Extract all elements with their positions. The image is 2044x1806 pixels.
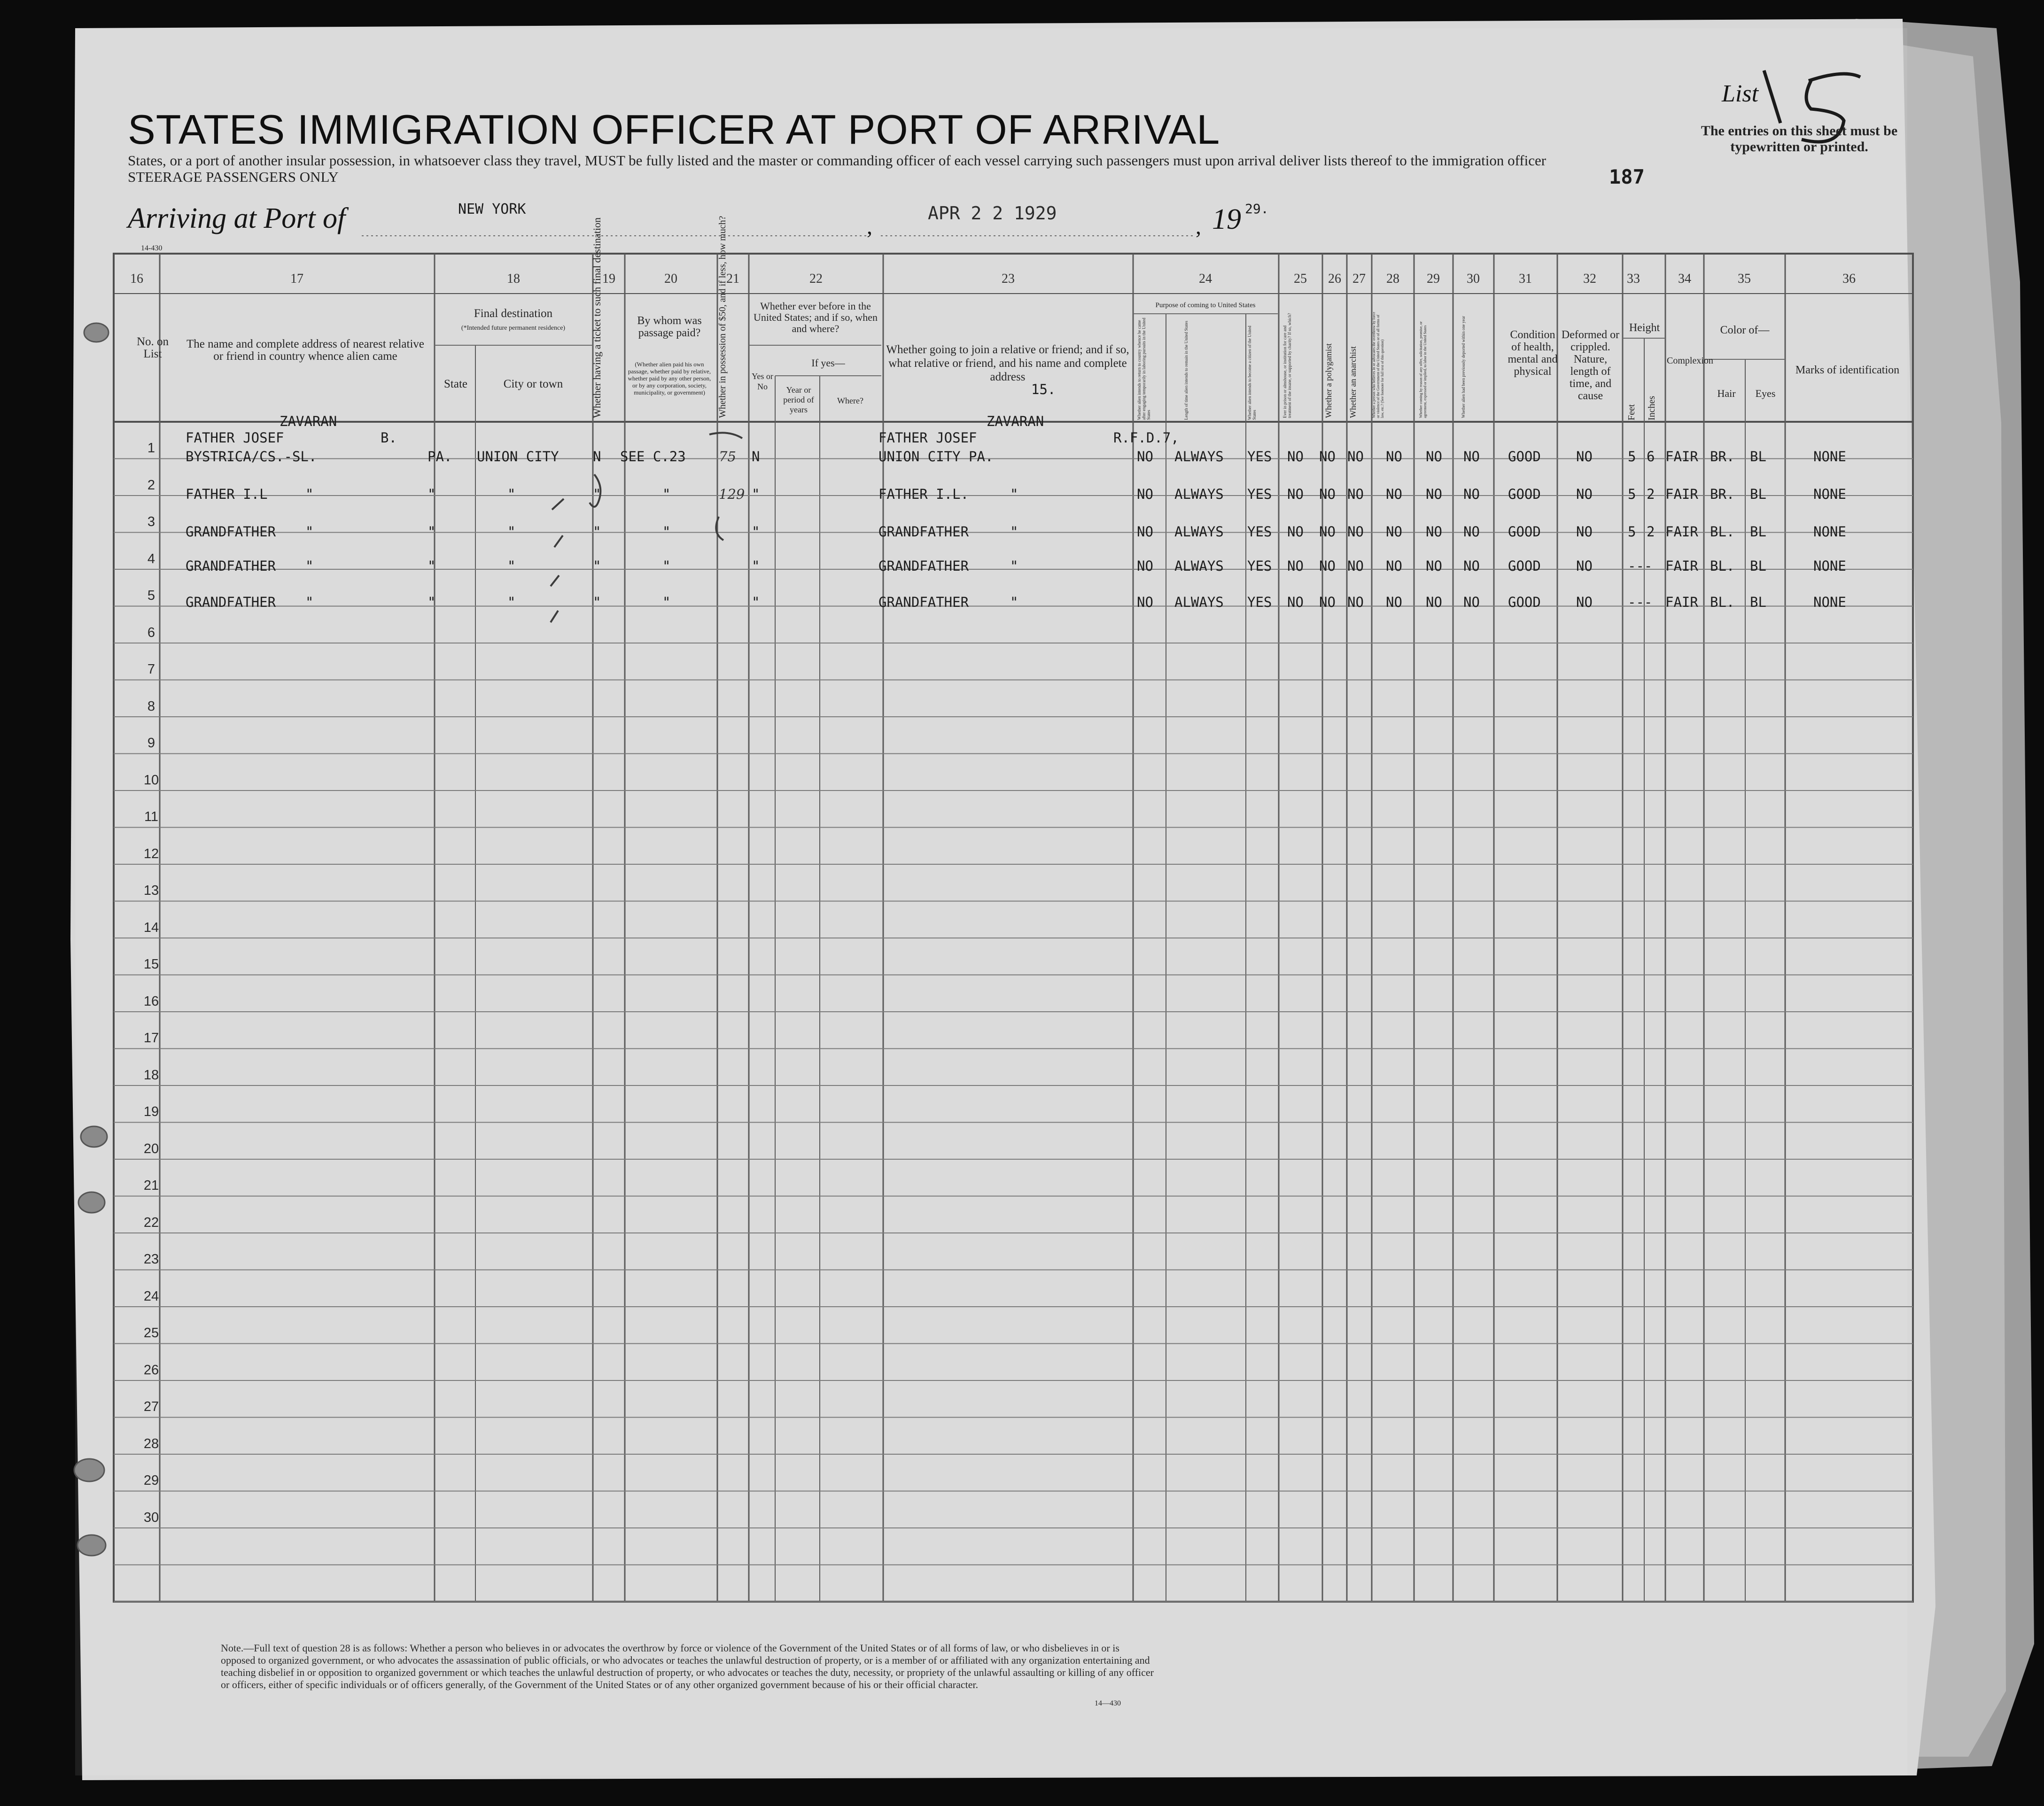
hair-color: BR. — [1710, 449, 1735, 465]
joining-relative-surname: ZAVARAN — [987, 413, 1044, 429]
destination-state: " — [427, 524, 436, 540]
health-condition: GOOD — [1508, 524, 1541, 540]
sheet-number: 187 — [1609, 165, 1645, 188]
header-length-stay: Length of time alien intends to remain in the United States — [1184, 321, 1189, 420]
column-number: 30 — [1467, 271, 1480, 286]
header-final-destination-note: (*Intended future permanent residence) — [461, 325, 566, 332]
ditto-mark: " — [305, 594, 314, 610]
column-number: 32 — [1583, 271, 1596, 286]
polygamist-answer: NO — [1319, 449, 1336, 465]
deformed-answer: NO — [1576, 558, 1593, 574]
ticket-value: " — [593, 524, 601, 540]
paper-shading — [75, 28, 1907, 1775]
header-color-of: Color of— — [1720, 324, 1770, 336]
labor-offer-answer: NO — [1426, 524, 1442, 540]
height-feet: 5 — [1628, 524, 1636, 540]
comma-1: , — [867, 214, 872, 239]
joining-relative-name: FATHER I.L. — [878, 486, 969, 502]
labor-offer-answer: NO — [1426, 594, 1442, 610]
row-number: 1 — [147, 441, 155, 456]
ditto-mark: " — [305, 524, 314, 540]
column-number: 33 — [1627, 271, 1640, 286]
row-number: 21 — [143, 1178, 159, 1193]
header-marks: Marks of identification — [1795, 364, 1900, 376]
deported-answer: NO — [1463, 449, 1480, 465]
return-intent: NO — [1137, 449, 1153, 465]
joining-relative-rfd: R.F.D.7, — [1113, 430, 1179, 446]
ever-before: " — [752, 524, 760, 540]
column-number: 28 — [1386, 271, 1399, 286]
identification-marks: NONE — [1813, 449, 1846, 465]
health-condition: GOOD — [1508, 558, 1541, 574]
hair-color: BR. — [1710, 486, 1735, 502]
row-number: 9 — [147, 736, 155, 751]
ever-before: " — [752, 558, 760, 574]
typewritten-note: The entries on this sheet must be typewritten or printed. — [1701, 123, 1898, 155]
header-feet: Feet — [1626, 404, 1637, 420]
header-deported: Whether alien had been previously deported within one year — [1461, 316, 1466, 418]
column-number: 25 — [1294, 271, 1307, 286]
column-number: 27 — [1352, 271, 1366, 286]
header-height: Height — [1629, 322, 1660, 334]
length-of-stay: ALWAYS — [1174, 486, 1224, 502]
ever-before: N — [752, 449, 760, 465]
row-number: 26 — [143, 1362, 159, 1378]
header-anarchist: Whether an anarchist — [1348, 346, 1358, 418]
polygamist-answer: NO — [1319, 558, 1336, 574]
row-number: 14 — [143, 920, 159, 935]
ditto-mark: " — [305, 558, 314, 574]
column-number: 35 — [1738, 271, 1751, 286]
deformed-answer: NO — [1576, 594, 1593, 610]
row-number: 23 — [143, 1252, 159, 1267]
header-inches: Inches — [1647, 395, 1657, 420]
destination-city: " — [507, 558, 516, 574]
polygamist-answer: NO — [1319, 486, 1336, 502]
row-number: 29 — [143, 1473, 159, 1488]
footnote-code: 14—430 — [1095, 1699, 1121, 1707]
column-number: 23 — [1002, 271, 1015, 286]
header-overthrow: Whether a person who believes in or advocates the overthrow by force or violence of the Government of the United States or of all forms of law, etc.? (See footnote for full text of this question) — [1372, 312, 1384, 418]
passage-paid: SEE C.23 — [620, 449, 686, 465]
height-inches: 2 — [1647, 486, 1655, 502]
passage-paid: " — [662, 524, 671, 540]
column-number: 26 — [1328, 271, 1341, 286]
identification-marks: NONE — [1813, 486, 1846, 502]
anarchist-answer: NO — [1347, 558, 1364, 574]
joining-relative-name: FATHER JOSEF — [878, 430, 977, 446]
polygamist-answer: NO — [1319, 594, 1336, 610]
health-condition: GOOD — [1508, 449, 1541, 465]
row-number: 16 — [143, 993, 159, 1009]
joining-relative-address: UNION CITY PA. — [878, 449, 994, 465]
header-if-yes: If yes— — [811, 357, 845, 369]
date-stamp: APR 2 2 1929 — [928, 203, 1057, 224]
header-fifty-dollars: Whether in possession of $50, and if less, how much? — [717, 216, 728, 418]
ditto-mark: " — [1010, 486, 1018, 502]
labor-offer-answer: NO — [1426, 486, 1442, 502]
hair-color: BL. — [1710, 558, 1735, 574]
header-health: Condition of health, mental and physical — [1508, 329, 1558, 378]
hair-color: BL. — [1710, 594, 1735, 610]
eye-color: BL — [1750, 558, 1766, 574]
port-name: NEW YORK — [458, 201, 526, 217]
citizen-intent: YES — [1247, 486, 1272, 502]
deported-answer: NO — [1463, 558, 1480, 574]
header-ticket: Whether having a ticket to such final destination — [591, 217, 603, 418]
header-prison: Ever in prison or almshouse, or institution for care and treatment of the insane, or supported by charity? If so, which? — [1282, 313, 1292, 418]
header-passage-paid: By whom was passage paid? — [637, 315, 702, 339]
eye-color: BL — [1750, 449, 1766, 465]
deported-answer: NO — [1463, 486, 1480, 502]
form-code: 14-430 — [141, 244, 163, 252]
row-number: 15 — [143, 957, 159, 972]
complexion-value: FAIR — [1665, 594, 1698, 610]
header-complexion: Complexion — [1667, 356, 1713, 366]
overthrow-answer: NO — [1386, 486, 1402, 502]
header-where: Where? — [837, 396, 863, 405]
height-feet: 5 — [1628, 449, 1636, 465]
overthrow-answer: NO — [1386, 558, 1402, 574]
joining-relative-name: GRANDFATHER — [878, 558, 969, 574]
deported-answer: NO — [1463, 524, 1480, 540]
header-yes-no: Yes or No — [752, 372, 773, 391]
row-number: 18 — [143, 1067, 159, 1083]
joining-relative-name: GRANDFATHER — [878, 524, 969, 540]
row-number: 6 — [147, 625, 155, 640]
money-value: 75 — [719, 449, 736, 465]
length-of-stay: ALWAYS — [1174, 558, 1224, 574]
header-no-on-list: No. on List — [136, 335, 169, 360]
header-ever-before: Whether ever before in the United States; and if so, when and where? — [754, 300, 878, 334]
instructions-text: States, or a port of another insular possession, in whatsoever class they travel, MUST be fully listed and the master or commanding officer of each vessel carrying such passengers must upon arrival deliver lists thereof to the immigration officer — [128, 152, 1547, 169]
header-joining-relative: Whether going to join a relative or friend; and if so, what relative or friend, and his name and complete address — [886, 343, 1129, 383]
ticket-value: " — [593, 558, 601, 574]
relative-abroad-name: GRANDFATHER — [186, 524, 276, 540]
return-intent: NO — [1137, 524, 1153, 540]
length-of-stay: ALWAYS — [1174, 524, 1224, 540]
column-number: 24 — [1199, 271, 1212, 286]
relative-abroad-name: FATHER I.L — [186, 486, 268, 502]
destination-state: PA. — [427, 449, 452, 465]
ever-before: " — [752, 594, 760, 610]
relative-abroad-name: FATHER JOSEF — [186, 430, 284, 446]
header-eyes: Eyes — [1755, 388, 1776, 399]
ever-before: " — [752, 486, 760, 502]
column-number: 29 — [1427, 271, 1440, 286]
row-number: 24 — [143, 1288, 159, 1304]
identification-marks: NONE — [1813, 524, 1846, 540]
header-state: State — [444, 378, 467, 390]
header-deformed: Deformed or crippled. Nature, length of time, and cause — [1561, 329, 1620, 402]
complexion-value: FAIR — [1665, 558, 1698, 574]
row-number: 11 — [144, 809, 159, 824]
arriving-label: Arriving at Port of — [128, 202, 346, 234]
destination-city: " — [507, 486, 516, 502]
relative-abroad-address: BYSTRICA/CS.-SL. — [186, 449, 317, 465]
ticket-value: " — [593, 486, 601, 502]
column-number: 16 — [130, 271, 143, 286]
row-number: 20 — [143, 1141, 159, 1156]
header-final-destination: Final destination — [474, 307, 553, 320]
destination-state: " — [427, 558, 436, 574]
column-number: 36 — [1842, 271, 1856, 286]
column-number: 22 — [809, 271, 823, 286]
row-number: 3 — [147, 514, 155, 529]
column-number: 20 — [664, 271, 677, 286]
labor-offer-answer: NO — [1426, 558, 1442, 574]
length-of-stay: ALWAYS — [1174, 594, 1224, 610]
citizen-intent: YES — [1247, 449, 1272, 465]
anarchist-answer: NO — [1347, 524, 1364, 540]
prison-answer: NO — [1287, 524, 1304, 540]
steerage-label: STEERAGE PASSENGERS ONLY — [128, 169, 339, 185]
header-city: City or town — [503, 378, 563, 390]
health-condition: GOOD — [1508, 486, 1541, 502]
row-number: 25 — [143, 1325, 159, 1341]
header-purpose: Purpose of coming to United States — [1155, 302, 1256, 309]
row-number: 22 — [143, 1215, 159, 1230]
return-intent: NO — [1137, 558, 1153, 574]
row-number: 19 — [143, 1104, 159, 1119]
row-number: 7 — [147, 662, 155, 677]
money-value: 129 — [719, 486, 745, 502]
labor-offer-answer: NO — [1426, 449, 1442, 465]
column-number: 17 — [290, 271, 303, 286]
row-number: 27 — [143, 1399, 159, 1414]
citizen-intent: YES — [1247, 524, 1272, 540]
row-number: 4 — [147, 551, 155, 566]
row-number: 2 — [147, 477, 155, 493]
deformed-answer: NO — [1576, 449, 1593, 465]
height-feet: --- — [1628, 594, 1653, 610]
form-title: STATES IMMIGRATION OFFICER AT PORT OF ARRIVAL — [128, 106, 1220, 153]
health-condition: GOOD — [1508, 594, 1541, 610]
header-year-period: Year or period of years — [783, 385, 814, 414]
deformed-answer: NO — [1576, 486, 1593, 502]
footnote: Note.—Full text of question 28 is as follows: Whether a person who believes in or advocates the overthrow by force or violence of the Government of the United States or of all forms of law, or who disbelieves in or is opposed to organized government, or who advocates the assassination of public officials, or who advocates or teaches the unlawful destruction of property, or is a member of or affiliated with any organization entertaining and teaching disbelief in or opposition to organized government or which teaches the unlawful destruction of property, or who advocates or teaches the duty, necessity, or propriety of the unlawful assaulting or killing of any officer or officers, either of specific individuals or of officers generally, of the Government of the United States or of any other organized government because of his or their official character. — [221, 1642, 1154, 1690]
height-inches: 2 — [1647, 524, 1655, 540]
height-feet: 5 — [1628, 486, 1636, 502]
row-number: 17 — [143, 1031, 159, 1046]
ticket-value: N — [593, 449, 601, 465]
complexion-value: FAIR — [1665, 524, 1698, 540]
anarchist-answer: NO — [1347, 486, 1364, 502]
year-suffix: 29. — [1245, 201, 1269, 217]
relative-abroad-initial: B. — [381, 430, 397, 446]
complexion-value: FAIR — [1665, 449, 1698, 465]
overthrow-answer: NO — [1386, 524, 1402, 540]
header-joining-relative-fill: 15. — [1031, 381, 1056, 397]
header-relative-abroad: The name and complete address of nearest relative or friend in country whence alien came — [186, 338, 425, 363]
return-intent: NO — [1137, 594, 1153, 610]
column-number: 31 — [1519, 271, 1532, 286]
height-feet: --- — [1628, 558, 1653, 574]
list-label: List — [1722, 80, 1759, 107]
anarchist-answer: NO — [1347, 449, 1364, 465]
header-polygamist: Whether a polygamist — [1324, 343, 1333, 418]
height-inches: 6 — [1647, 449, 1655, 465]
destination-city: UNION CITY — [477, 449, 559, 465]
citizen-intent: YES — [1247, 594, 1272, 610]
column-number: 21 — [726, 271, 739, 286]
column-number: 19 — [602, 271, 615, 286]
deformed-answer: NO — [1576, 524, 1593, 540]
eye-color: BL — [1750, 524, 1766, 540]
ditto-mark: " — [305, 486, 314, 502]
return-intent: NO — [1137, 486, 1153, 502]
ticket-value: " — [593, 594, 601, 610]
row-number: 5 — [147, 588, 155, 603]
citizen-intent: YES — [1247, 558, 1272, 574]
header-become-citizen: Whether alien intends to become a citizen of the United States — [1247, 326, 1257, 420]
hair-color: BL. — [1710, 524, 1735, 540]
ditto-mark: " — [1010, 524, 1018, 540]
header-passage-paid-note: (Whether alien paid his own passage, whether paid by relative, whether paid by any other person, or by any corporation, society, municipality, or government) — [628, 361, 711, 396]
relative-abroad-name: GRANDFATHER — [186, 594, 276, 610]
header-hair: Hair — [1717, 388, 1736, 399]
header-return-intent: Whether alien intends to return to country whence he came after engaging temporarily in laboring pursuits in the United States — [1137, 318, 1151, 420]
year-prefix: 19 — [1212, 203, 1241, 235]
joining-relative-name: GRANDFATHER — [878, 594, 969, 610]
destination-state: " — [427, 486, 436, 502]
row-number: 12 — [143, 846, 159, 861]
polygamist-answer: NO — [1319, 524, 1336, 540]
prison-answer: NO — [1287, 449, 1304, 465]
destination-city: " — [507, 524, 516, 540]
comma-2: , — [1196, 214, 1201, 239]
ditto-mark: " — [1010, 558, 1018, 574]
deported-answer: NO — [1463, 594, 1480, 610]
row-number: 30 — [143, 1510, 159, 1525]
prison-answer: NO — [1287, 594, 1304, 610]
relative-abroad-surname: ZAVARAN — [280, 413, 337, 429]
length-of-stay: ALWAYS — [1174, 449, 1224, 465]
row-number: 10 — [143, 772, 159, 788]
complexion-value: FAIR — [1665, 486, 1698, 502]
destination-state: " — [427, 594, 436, 610]
relative-abroad-name: GRANDFATHER — [186, 558, 276, 574]
eye-color: BL — [1750, 594, 1766, 610]
ditto-mark: " — [1010, 594, 1018, 610]
column-number: 34 — [1678, 271, 1691, 286]
row-number: 8 — [147, 698, 155, 714]
prison-answer: NO — [1287, 558, 1304, 574]
eye-color: BL — [1750, 486, 1766, 502]
row-number: 28 — [143, 1436, 159, 1451]
overthrow-answer: NO — [1386, 594, 1402, 610]
prison-answer: NO — [1287, 486, 1304, 502]
header-labor-offer: Whether coming by reason of any offer, solicitation, promise, or agreement, expressed or implied, to labor in the United States — [1419, 321, 1427, 418]
passage-paid: " — [662, 594, 671, 610]
passage-paid: " — [662, 486, 671, 502]
identification-marks: NONE — [1813, 594, 1846, 610]
overthrow-answer: NO — [1386, 449, 1402, 465]
destination-city: " — [507, 594, 516, 610]
anarchist-answer: NO — [1347, 594, 1364, 610]
row-number: 13 — [143, 883, 159, 898]
passage-paid: " — [662, 558, 671, 574]
identification-marks: NONE — [1813, 558, 1846, 574]
column-number: 18 — [507, 271, 520, 286]
